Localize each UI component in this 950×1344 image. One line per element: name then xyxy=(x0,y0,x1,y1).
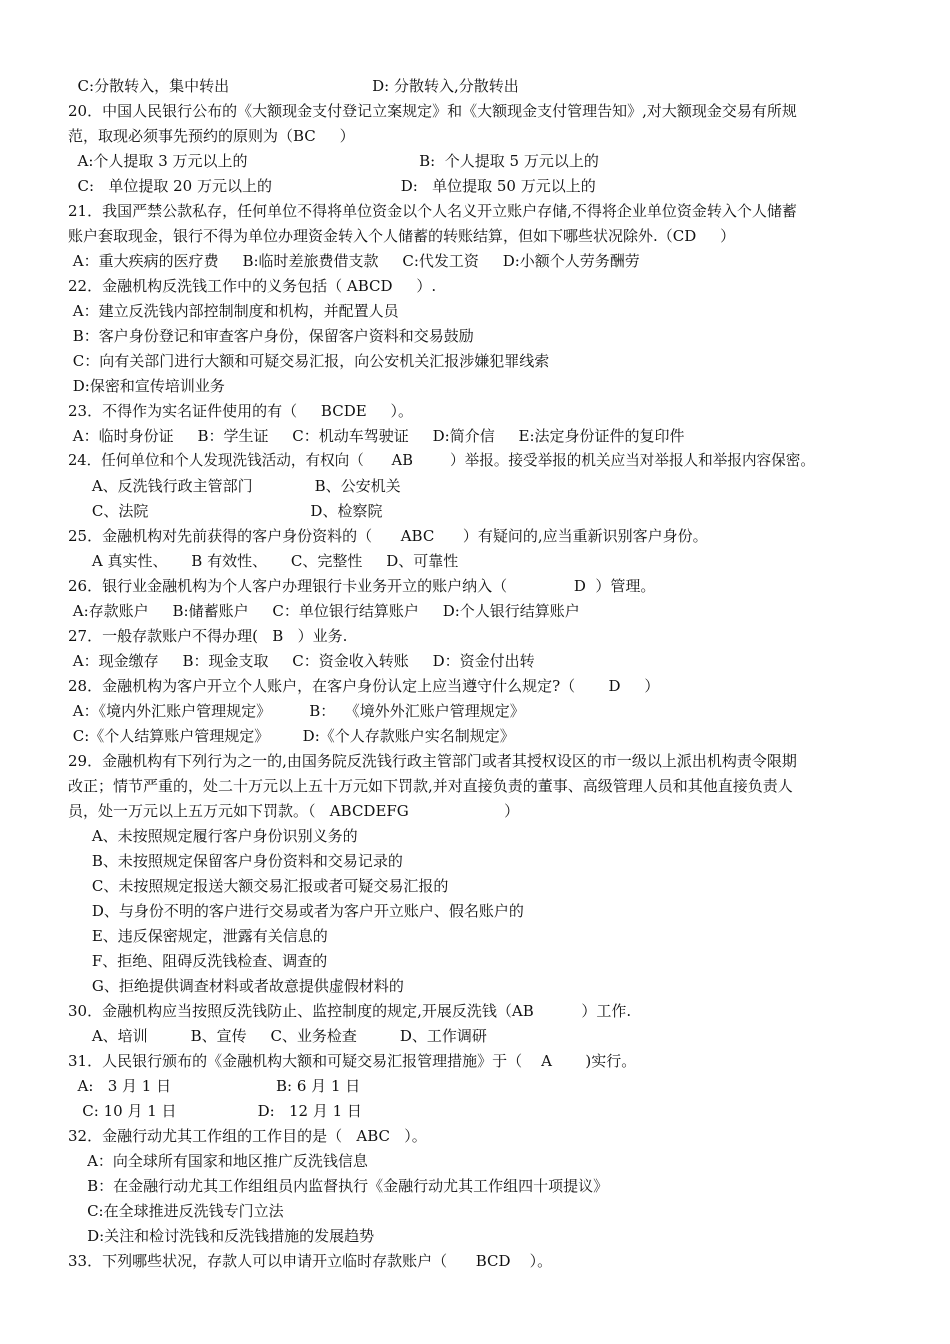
text-line: 员，处一万元以上五万元如下罚款。（ ABCDEFG ） xyxy=(68,802,520,820)
option-line: E、违反保密规定，泄露有关信息的 xyxy=(68,927,328,945)
option-line: A:存款账户 B:储蓄账户 C：单位银行结算账户 D:个人银行结算账户 xyxy=(68,602,580,620)
option-line: C、未按照规定报送大额交易汇报或者可疑交易汇报的 xyxy=(68,877,449,895)
option-line: A、未按照规定履行客户身份识别义务的 xyxy=(68,827,358,845)
option-line: D:关注和检讨洗钱和反洗钱措施的发展趋势 xyxy=(68,1227,375,1245)
question-23: 23．不得作为实名证件使用的有（ BCDE ）。 xyxy=(68,402,414,420)
text-line: 账户套取现金，银行不得为单位办理资金转入个人储蓄的转账结算，但如下哪些状况除外.（CD ） xyxy=(68,227,736,245)
option-line: A: 3 月 1 日 B: 6 月 1 日 xyxy=(68,1077,361,1095)
option-line: C、法院 D、检察院 xyxy=(68,502,383,520)
text-line: 范，取现必须事先预约的原则为（BC ） xyxy=(68,127,355,145)
option-line: C: 单位提取 20 万元以上的 D: 单位提取 50 万元以上的 xyxy=(68,177,596,195)
question-27: 27．一般存款账户不得办理( B ）业务. xyxy=(68,627,348,645)
option-line: A：现金缴存 B：现金支取 C：资金收入转账 D：资金付出转 xyxy=(68,652,535,670)
option-line: A：向全球所有国家和地区推广反洗钱信息 xyxy=(68,1152,368,1170)
question-26: 26．银行业金融机构为个人客户办理银行卡业务开立的账户纳入（ D ）管理。 xyxy=(68,577,656,595)
question-20: 20．中国人民银行公布的《大额现金支付登记立案规定》和《大额现金支付管理告知》,对大额现金交易有所规 xyxy=(68,102,797,120)
option-line: B：客户身份登记和审查客户身份，保留客户资料和交易鼓励 xyxy=(68,327,474,345)
question-32: 32．金融行动尤其工作组的工作目的是（ ABC ）。 xyxy=(68,1127,427,1145)
question-29: 29．金融机构有下列行为之一的,由国务院反洗钱行政主管部门或者其授权设区的市一级以上派出机构责令限期 xyxy=(68,752,797,770)
option-line: G、拒绝提供调查材料或者故意提供虚假材料的 xyxy=(68,977,404,995)
option-line: A：重大疾病的医疗费 B:临时差旅费借支款 C:代发工资 D:小额个人劳务酬劳 xyxy=(68,252,640,270)
option-line: C:《个人结算账户管理规定》 D:《个人存款账户实名制规定》 xyxy=(68,727,515,745)
question-25: 25．金融机构对先前获得的客户身份资料的（ ABC ）有疑问的,应当重新识别客户身份。 xyxy=(68,527,708,545)
question-30: 30．金融机构应当按照反洗钱防止、监控制度的规定,开展反洗钱（AB ）工作. xyxy=(68,1002,632,1020)
text-line: C:分散转入，集中转出 D: 分散转入,分散转出 xyxy=(68,77,519,95)
question-31: 31．人民银行颁布的《金融机构大额和可疑交易汇报管理措施》于（ A )实行。 xyxy=(68,1052,637,1070)
question-33: 33．下列哪些状况，存款人可以申请开立临时存款账户（ BCD ）。 xyxy=(68,1252,553,1270)
question-28: 28．金融机构为客户开立个人账户，在客户身份认定上应当遵守什么规定?（ D ） xyxy=(68,677,660,695)
option-line: D、与身份不明的客户进行交易或者为客户开立账户、假名账户的 xyxy=(68,902,524,920)
option-line: D:保密和宣传培训业务 xyxy=(68,377,225,395)
option-line: A、反洗钱行政主管部门 B、公安机关 xyxy=(68,477,401,495)
text-line: 改正；情节严重的，处二十万元以上五十万元如下罚款,并对直接负责的董事、高级管理人员和其他直接负责人 xyxy=(68,777,793,795)
option-line: A：临时身份证 B：学生证 C：机动车驾驶证 D:简介信 E:法定身份证件的复印件 xyxy=(68,427,685,445)
option-line: F、拒绝、阻碍反洗钱检查、调查的 xyxy=(68,952,328,970)
option-line: C: 10 月 1 日 D: 12 月 1 日 xyxy=(68,1102,362,1120)
option-line: A:个人提取 3 万元以上的 B: 个人提取 5 万元以上的 xyxy=(68,152,599,170)
question-22: 22．金融机构反洗钱工作中的义务包括（ ABCD ）. xyxy=(68,277,437,295)
option-line: A、培训 B、宣传 C、业务检查 D、工作调研 xyxy=(68,1027,487,1045)
option-line: A 真实性、 B 有效性、 C、完整性 D、可靠性 xyxy=(68,552,459,570)
option-line: C：向有关部门进行大额和可疑交易汇报，向公安机关汇报涉嫌犯罪线索 xyxy=(68,352,550,370)
option-line: A：《境内外汇账户管理规定》 B： 《境外外汇账户管理规定》 xyxy=(68,702,525,720)
question-24: 24．任何单位和个人发现洗钱活动，有权向（ AB ）举报。接受举报的机关应当对举报人和举报内容保密。 xyxy=(68,452,815,469)
option-line: A：建立反洗钱内部控制制度和机构，并配置人员 xyxy=(68,302,399,320)
option-line: B、未按照规定保留客户身份资料和交易记录的 xyxy=(68,852,403,870)
question-21: 21．我国严禁公款私存，任何单位不得将单位资金以个人名义开立账户存储,不得将企业单位资金转入个人储蓄 xyxy=(68,202,797,220)
option-line: B：在金融行动尤其工作组组员内监督执行《金融行动尤其工作组四十项提议》 xyxy=(68,1177,609,1195)
option-line: C:在全球推进反洗钱专门立法 xyxy=(68,1202,284,1220)
